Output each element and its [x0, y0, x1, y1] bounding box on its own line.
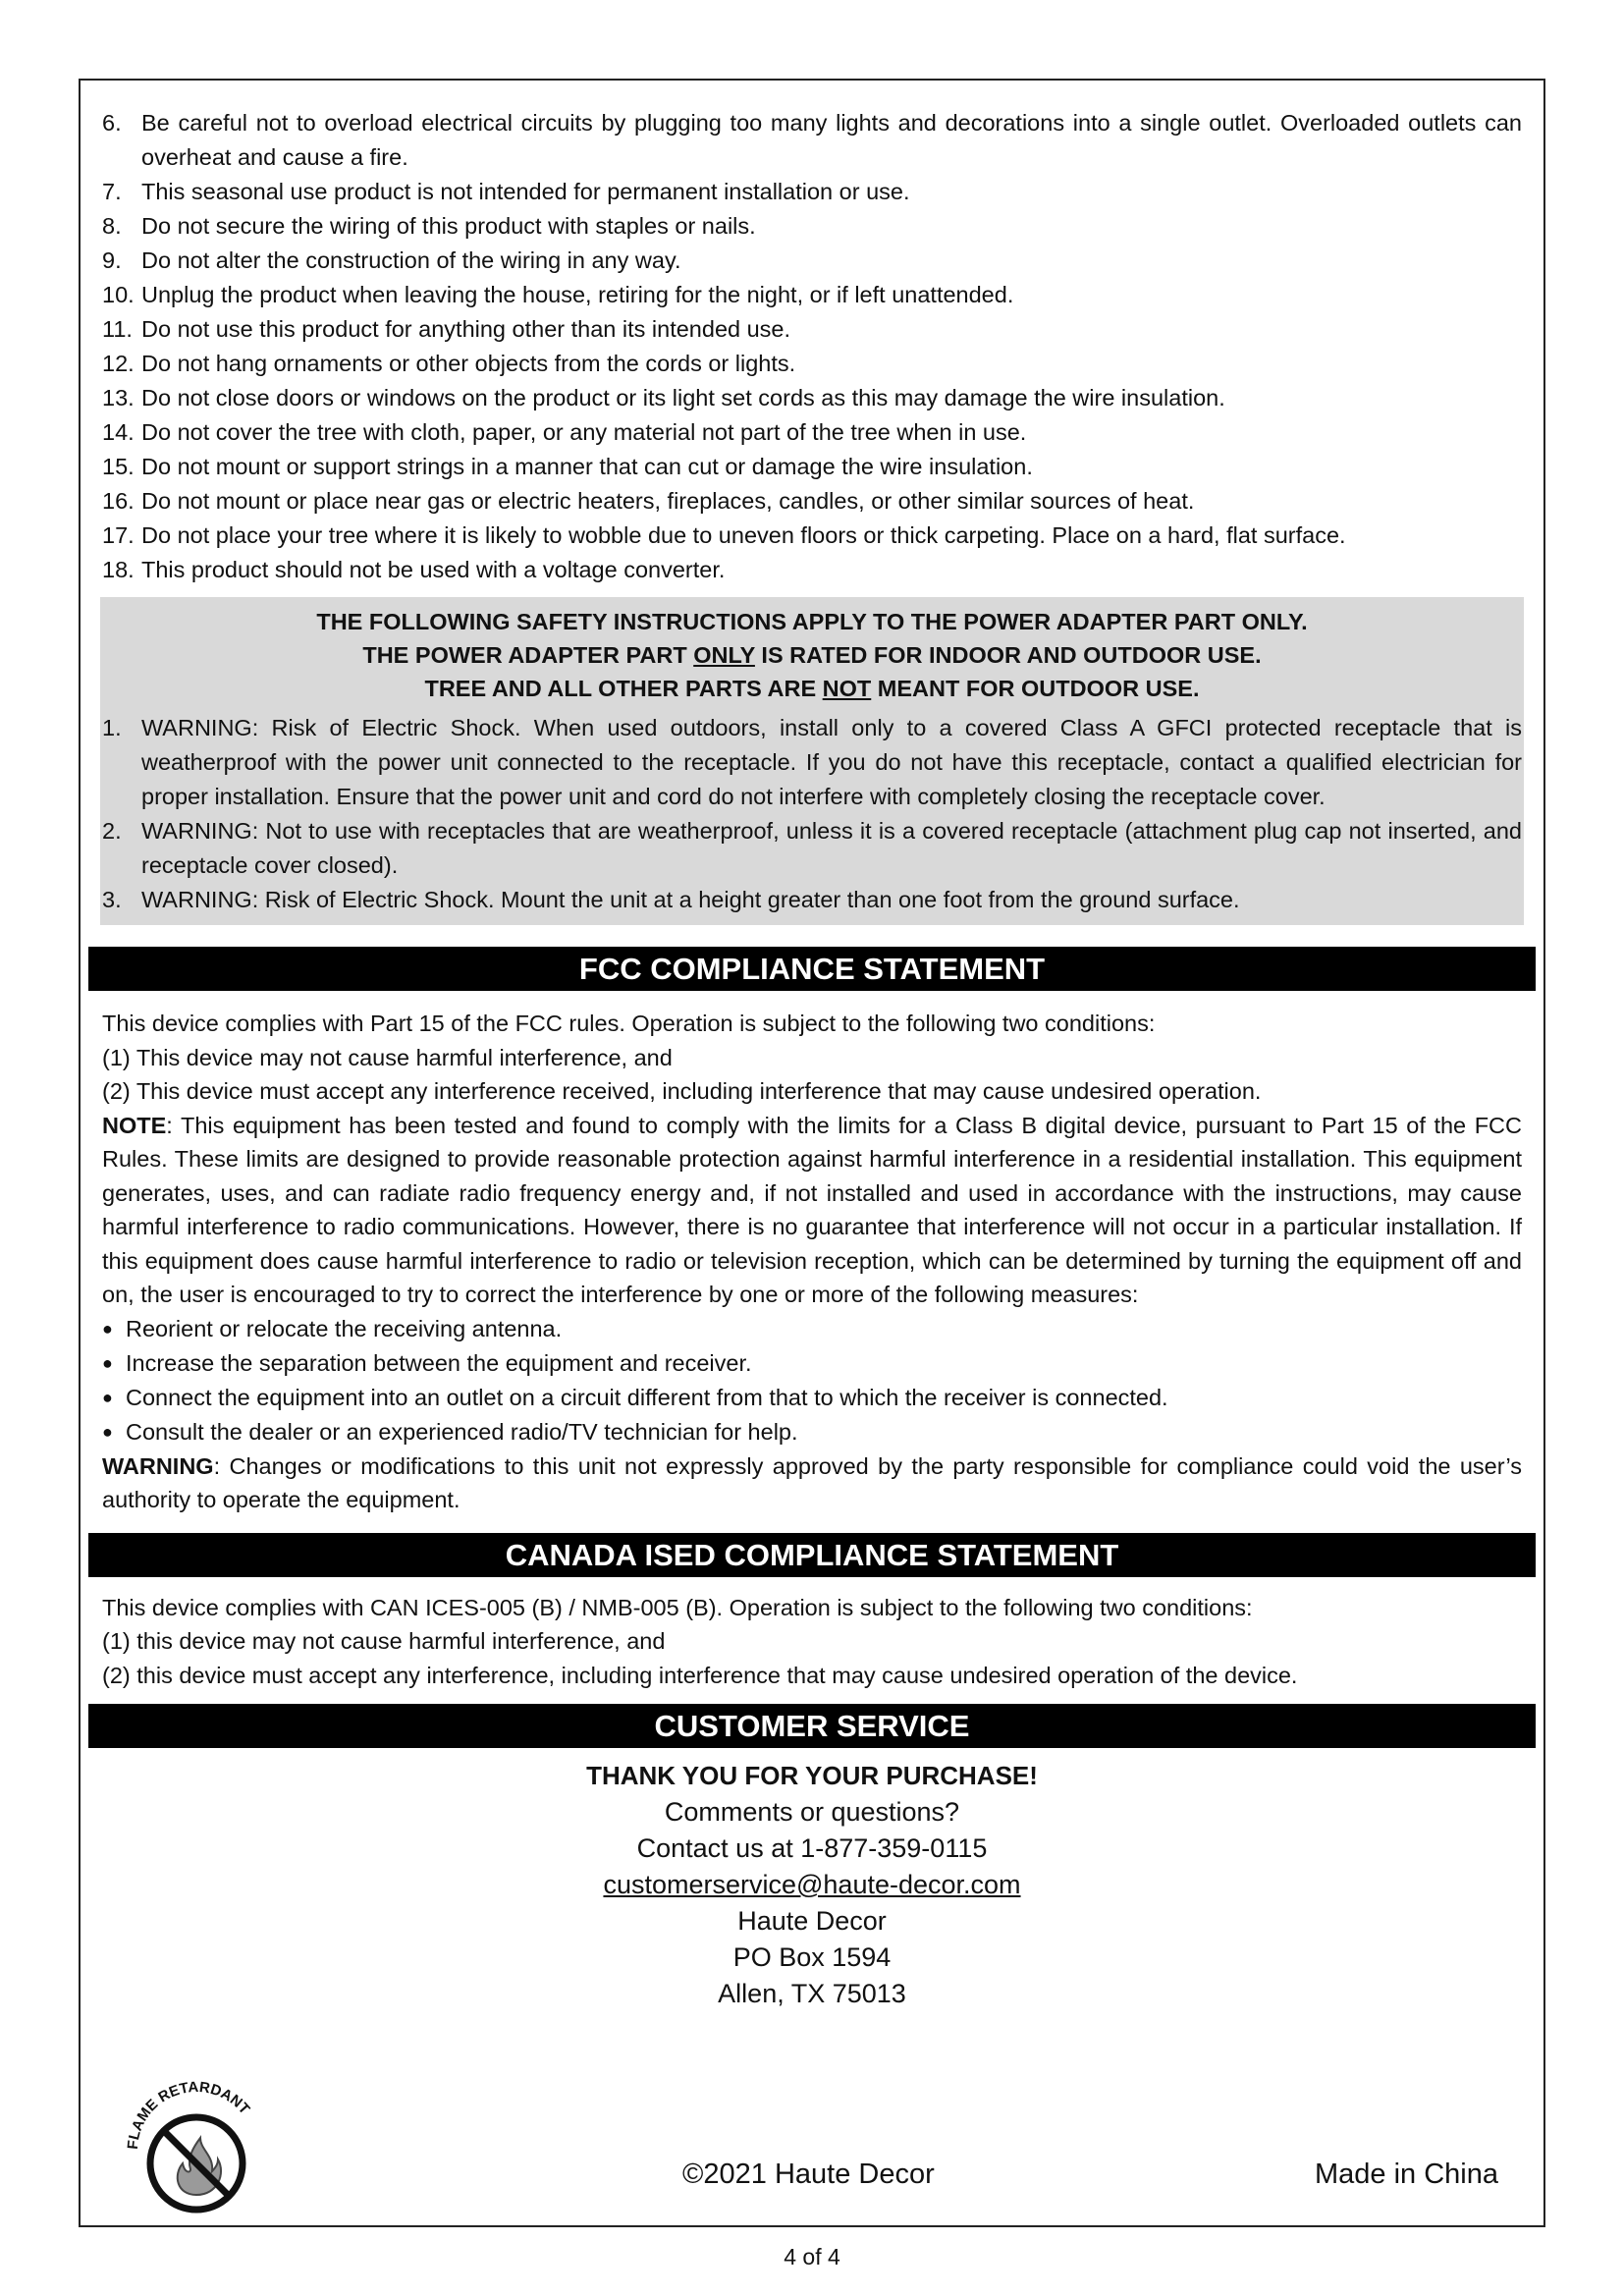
list-item: 7. This seasonal use product is not intended for permanent installation or use. [102, 179, 910, 204]
bullet-icon: ● [102, 1352, 113, 1373]
list-item: 3. WARNING: Risk of Electric Shock. Mount the unit at a height greater than one foot from the ground surface. [102, 887, 1240, 912]
list-item: 8. Do not secure the wiring of this product with staples or nails. [102, 213, 756, 239]
city-address: Allen, TX 75013 [718, 1979, 906, 2008]
list-item: 1. WARNING: Risk of Electric Shock. When used outdoors, install only to a covered Class A GFCI protected receptacle that is weatherproof with the power unit connected to the receptacle. If you do not have this receptacle, contact a qualified electrician for proper installation. Ensure that the power unit and cord do not interfere with completely closing the receptacle cover. [102, 715, 1522, 809]
company-name: Haute Decor [737, 1906, 887, 1936]
safety-list [102, 106, 1522, 587]
po-box: PO Box 1594 [732, 1942, 892, 1972]
canada-condition-2: (2) this device must accept any interference, including interference that may cause undesired operation of the device. [102, 1662, 1298, 1688]
copyright: ©2021 Haute Decor [682, 2159, 935, 2190]
canada-section [102, 1591, 1522, 1693]
canada-section-title: CANADA ISED COMPLIANCE STATEMENT [88, 1533, 1536, 1577]
adapter-header-line: THE POWER ADAPTER PART ONLY IS RATED FOR INDOOR AND OUTDOOR USE. [362, 642, 1262, 668]
canada-intro: This device complies with CAN ICES-005 (B) / NMB-005 (B). Operation is subject to the following two conditions: [102, 1594, 1253, 1620]
fcc-section-title: FCC COMPLIANCE STATEMENT [88, 947, 1536, 991]
list-item: 2. WARNING: Not to use with receptacles that are weatherproof, unless it is a covered receptacle (attachment plug cap not inserted, and receptacle cover closed). [102, 818, 1522, 878]
page-content [102, 106, 1522, 2012]
made-in: Made in China [1315, 2159, 1498, 2190]
customer-service-title: CUSTOMER SERVICE [88, 1704, 1536, 1748]
flame-retardant-logo [116, 2067, 273, 2224]
list-item: 18. This product should not be used with a voltage converter. [102, 557, 726, 582]
fcc-warning: WARNING: Changes or modifications to this unit not expressly approved by the party responsible for compliance could void the user’s authority to operate the equipment. [102, 1452, 1522, 1512]
list-item: 16. Do not mount or place near gas or electric heaters, fireplaces, candles, or other similar sources of heat. [102, 488, 1195, 514]
fcc-intro: This device complies with Part 15 of the FCC rules. Operation is subject to the following two conditions: [102, 1011, 1156, 1036]
list-item: ● Reorient or relocate the receiving antenna. [102, 1312, 1522, 1346]
fcc-section [102, 1007, 1522, 1517]
bullet-icon: ● [102, 1421, 113, 1442]
list-item: 12. Do not hang ornaments or other objects from the cords or lights. [102, 351, 796, 376]
customer-service-block [102, 1758, 1522, 2012]
list-item: 13. Do not close doors or windows on the product or its light set cords as this may damage the wire insulation. [102, 385, 1225, 410]
list-item: 10. Unplug the product when leaving the house, retiring for the night, or if left unattended. [102, 282, 1014, 307]
canada-condition-1: (1) this device may not cause harmful interference, and [102, 1628, 666, 1654]
fcc-note: NOTE: This equipment has been tested and found to comply with the limits for a Class B digital device, pursuant to Part 15 of the FCC Rules. These limits are designed to provide reasonable protection against harmful interference in a residential installation. This equipment generates, uses, and can radiate radio frequency energy and, if not installed and used in accordance with the instructions, may cause harmful interference to radio communications. However, there is no guarantee that interference will not occur in a particular installation. If this equipment does cause harmful interference to radio or television reception, which can be determined by turning the equipment off and on, the user is encouraged to try to correct the interference by one or more of the following measures: [102, 1112, 1522, 1307]
list-item: 9. Do not alter the construction of the wiring in any way. [102, 247, 681, 273]
list-item: 17. Do not place your tree where it is likely to wobble due to uneven floors or thick carpeting. Place on a hard, flat surface. [102, 522, 1346, 548]
fcc-condition-1: (1) This device may not cause harmful interference, and [102, 1044, 673, 1070]
adapter-warning-list [102, 711, 1522, 917]
contact-phone: Contact us at 1-877-359-0115 [636, 1833, 988, 1863]
fcc-condition-2: (2) This device must accept any interference received, including interference that may cause undesired operation. [102, 1078, 1262, 1104]
list-item: 6. Be careful not to overload electrical circuits by plugging too many lights and decorations into a single outlet. Overloaded outlets can overheat and cause a fire. [102, 110, 1522, 170]
bullet-icon: ● [102, 1387, 113, 1407]
page-number: 4 of 4 [784, 2244, 840, 2269]
contact-email-link[interactable]: customerservice@haute-decor.com [603, 1870, 1021, 1899]
list-item: 11. Do not use this product for anything other than its intended use. [102, 316, 791, 342]
adapter-header-line: TREE AND ALL OTHER PARTS ARE NOT MEANT FOR OUTDOOR USE. [424, 676, 1200, 701]
fcc-measures-list [102, 1312, 1522, 1449]
list-item: ● Increase the separation between the equipment and receiver. [102, 1346, 1522, 1381]
svg-text:FLAME RETARDANT: FLAME RETARDANT [124, 2078, 253, 2151]
bullet-icon: ● [102, 1318, 113, 1339]
adapter-header-line: THE FOLLOWING SAFETY INSTRUCTIONS APPLY TO THE POWER ADAPTER PART ONLY. [316, 609, 1308, 634]
comments-line: Comments or questions? [664, 1797, 960, 1827]
power-adapter-section [100, 597, 1524, 925]
thank-you-heading: THANK YOU FOR YOUR PURCHASE! [586, 1761, 1038, 1790]
list-item: ● Connect the equipment into an outlet on a circuit different from that to which the receiver is connected. [102, 1381, 1522, 1415]
list-item: ● Consult the dealer or an experienced radio/TV technician for help. [102, 1415, 1522, 1449]
list-item: 14. Do not cover the tree with cloth, paper, or any material not part of the tree when in use. [102, 419, 1027, 445]
list-item: 15. Do not mount or support strings in a manner that can cut or damage the wire insulation. [102, 454, 1033, 479]
